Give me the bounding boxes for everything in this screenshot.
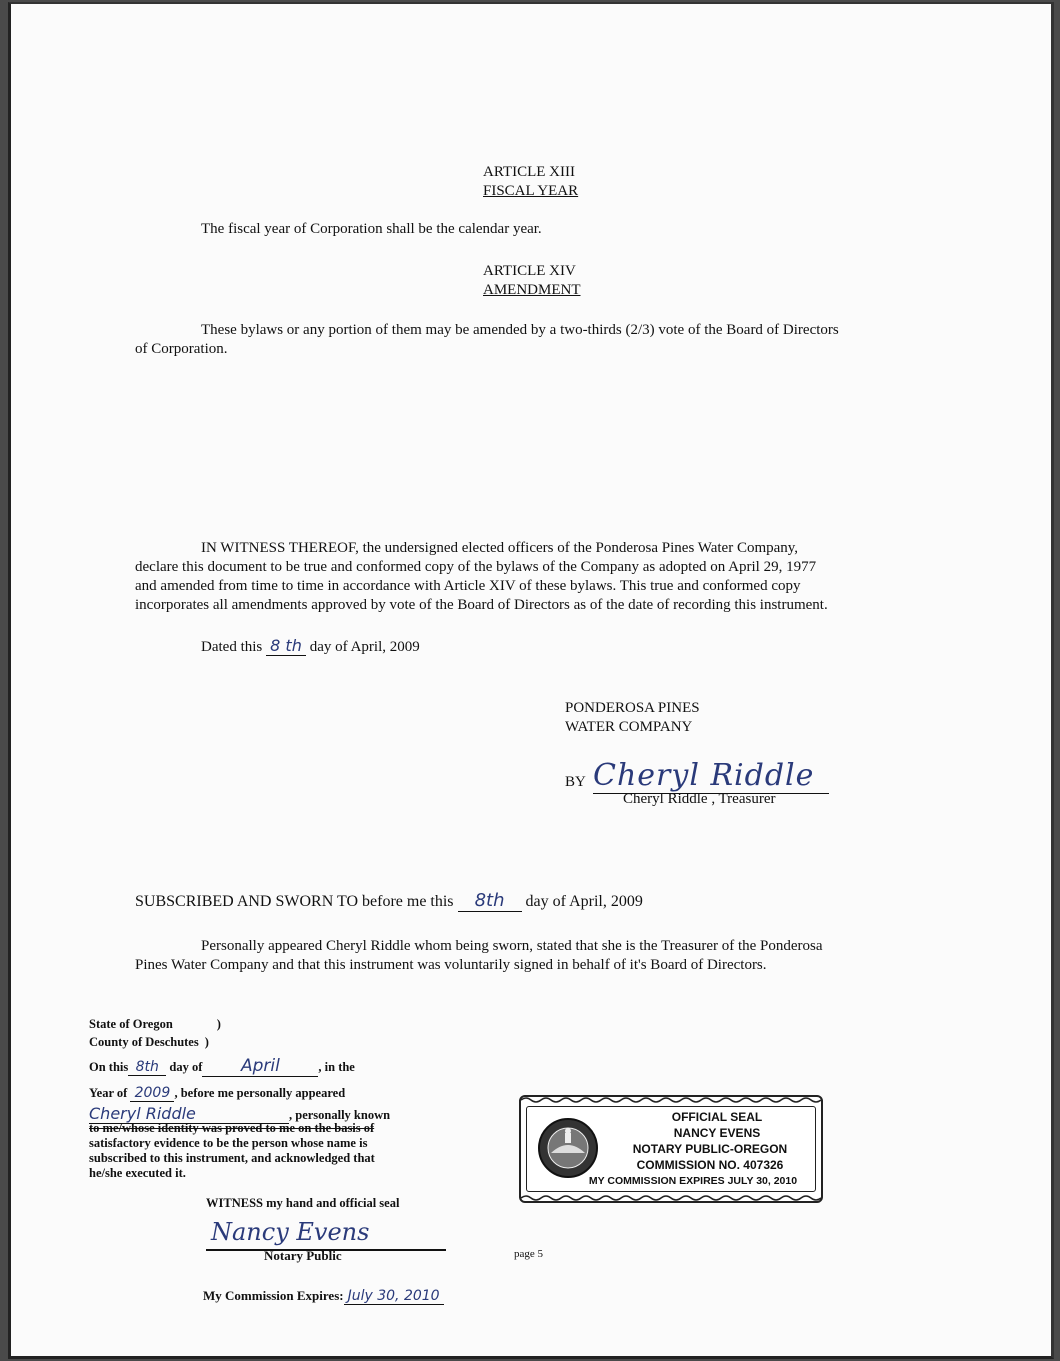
seal-line4: COMMISSION NO. 407326 [636, 1158, 784, 1172]
notary-year-line [89, 1085, 345, 1102]
notary-year-handwritten: 2009 [130, 1085, 174, 1102]
article13-heading: ARTICLE XIII [483, 164, 575, 180]
seal-line5: MY COMMISSION EXPIRES JULY 30, 2010 [588, 1175, 798, 1187]
dated-day-handwritten: 8 th [266, 636, 306, 656]
witness-line1: IN WITNESS THEREOF, the undersigned elected officers of the Ponderosa Pines Water Company, [201, 540, 799, 556]
witness-line4: incorporates all amendments approved by vote of the Board of Directors as of the date of recording this instrument. [135, 597, 828, 613]
notary-on-this-line [89, 1056, 355, 1077]
page-number: page 5 [514, 1248, 544, 1260]
notary-signature: Nancy Evens [211, 1218, 370, 1246]
notary-line-subscribed: subscribed to this instrument, and acknowledged that [89, 1151, 375, 1165]
document-page [8, 2, 1054, 1359]
treasurer-signature: Cheryl Riddle [593, 758, 815, 793]
notary-line-to-me: to me/whose identity was proved to me on the basis of [89, 1121, 375, 1135]
notary-commission-line [203, 1288, 444, 1305]
seal-line1: OFFICIAL SEAL [671, 1110, 763, 1124]
subscribed-line [135, 890, 643, 912]
oregon-state-seal-icon [537, 1117, 599, 1179]
notary-witness-hand: WITNESS my hand and official seal [206, 1196, 400, 1210]
seal-line2: NANCY EVENS [673, 1126, 761, 1140]
article14-subheading: AMENDMENT [483, 282, 581, 298]
dated-suffix: day of April, 2009 [309, 639, 420, 655]
notary-expires-handwritten: July 30, 2010 [344, 1288, 444, 1305]
notary-state: State of Oregon ) [89, 1017, 221, 1031]
seal-top-border [521, 1096, 821, 1104]
seal-line3: NOTARY PUBLIC-OREGON [632, 1142, 788, 1156]
personally-line2: Pines Water Company and that this instrument was voluntarily signed in behalf of it's Board of Directors. [135, 957, 767, 973]
article14-body-line1: These bylaws or any portion of them may be amended by a two-thirds (2/3) vote of the Board of Directors [201, 322, 839, 338]
notary-on-this: On this [89, 1060, 129, 1074]
notary-personally-known: , personally known [289, 1108, 391, 1122]
notary-day-of: day of [169, 1060, 203, 1074]
notary-county: County of Deschutes ) [89, 1035, 209, 1049]
notary-year-of: Year of [89, 1086, 128, 1100]
signer-name: Cheryl Riddle , Treasurer [623, 791, 776, 807]
company-line2: WATER COMPANY [565, 719, 693, 735]
notary-month-handwritten: April [202, 1056, 318, 1077]
article14-heading: ARTICLE XIV [483, 263, 576, 279]
notary-state-label: State of Oregon [89, 1017, 173, 1031]
dated-line [201, 636, 420, 656]
seal-bottom-border [521, 1194, 821, 1202]
company-line1: PONDEROSA PINES [565, 700, 700, 716]
witness-line3: and amended from time to time in accordance with Article XIV of these bylaws. This true and conformed copy [135, 578, 801, 594]
notary-county-label: County of Deschutes [89, 1035, 199, 1049]
article14-body-line2: of Corporation. [135, 341, 228, 357]
notary-day-handwritten: 8th [128, 1059, 166, 1076]
notary-line-satisfactory: satisfactory evidence to be the person whose name is [89, 1136, 368, 1150]
notary-public-label: Notary Public [264, 1248, 342, 1263]
article13-subheading: FISCAL YEAR [483, 183, 579, 199]
article13-body: The fiscal year of Corporation shall be the calendar year. [201, 221, 542, 237]
notary-commission-expires: My Commission Expires: [203, 1288, 344, 1303]
subscribed-suffix: day of April, 2009 [525, 893, 643, 910]
notary-name-handwritten: Cheryl Riddle [89, 1104, 289, 1124]
notary-in-the: , in the [318, 1060, 355, 1074]
subscribed-day-handwritten: 8th [458, 890, 522, 912]
notary-before-me: , before me personally appeared [174, 1086, 346, 1100]
subscribed-prefix: SUBSCRIBED AND SWORN TO before me this [135, 893, 454, 910]
notary-line-executed: he/she executed it. [89, 1166, 186, 1180]
by-label: BY [565, 774, 586, 790]
official-seal-stamp [519, 1095, 823, 1203]
dated-prefix: Dated this [201, 639, 263, 655]
witness-line2: declare this document to be true and conformed copy of the bylaws of the Company as adopted on April 29, 1977 [135, 559, 817, 575]
personally-line1: Personally appeared Cheryl Riddle whom being sworn, stated that she is the Treasurer of the Ponderosa [201, 938, 823, 954]
